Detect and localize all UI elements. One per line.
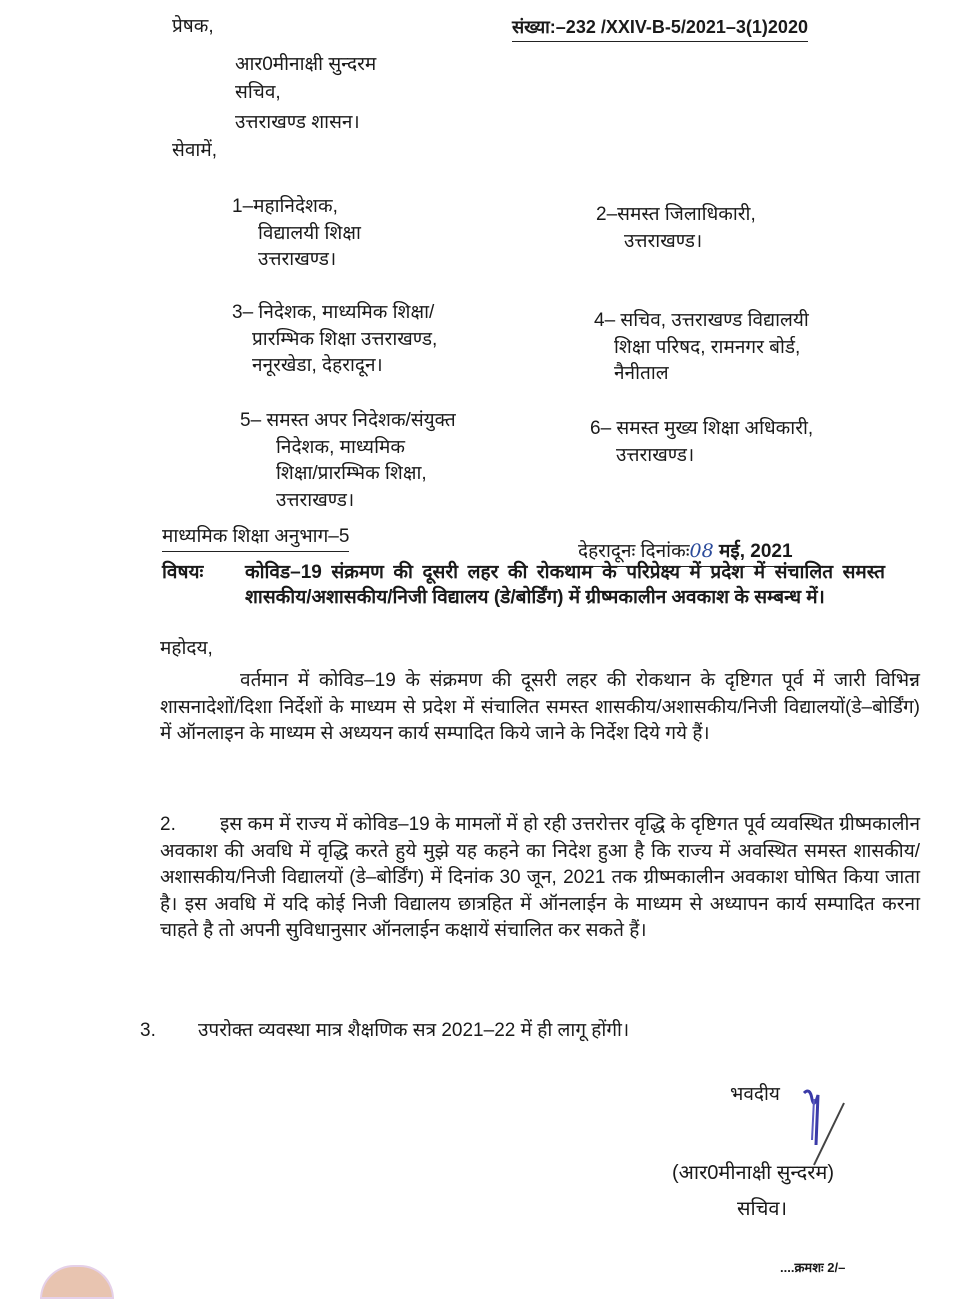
paragraph-2 xyxy=(160,812,920,945)
sender-office: उत्तराखण्ड शासन। xyxy=(235,112,360,133)
recipient-line: 4– सचिव, उत्तराखण्ड विद्यालयी xyxy=(594,310,809,331)
sender-designation: सचिव, xyxy=(235,82,281,103)
recipient-6 xyxy=(590,416,813,469)
section-name: माध्यमिक शिक्षा अनुभाग–5 xyxy=(162,524,349,552)
recipient-2 xyxy=(596,202,756,255)
recipient-line: ननूरखेडा, देहरादून। xyxy=(252,355,383,376)
recipient-line: उत्तराखण्ड। xyxy=(616,444,695,466)
avatar-fragment xyxy=(40,1265,114,1299)
recipient-line: 2–समस्त जिलाधिकारी, xyxy=(596,204,756,225)
valediction: भवदीय xyxy=(730,1084,780,1105)
paragraph-number: 2. xyxy=(160,814,176,835)
recipient-3 xyxy=(232,300,437,380)
paragraph-text: इस कम में राज्य में कोविड–19 के मामलों में हो रही उत्तरोत्तर वृद्धि के दृष्टिगत पूर्व व्यवस्थित ग्रीष्मकालीन अवकाश की अवधि में वृद्धि करते हुये मुझे यह कहने का निदेश हुआ है कि राज्य में अवस्थित समस्त शासकीय/अशासकीय/निजी विद्यालयों (डे–बोर्डिंग) में दिनांक 30 जून, 2021 तक ग्रीष्मकालीन अवकाश घोषित किया जाता है। इस अवधि में यदि कोई निजी विद्यालय छात्रहित में ऑनलाईन के माध्यम से अध्यापन कार्य सम्पादित करना चाहते है तो अपनी सुविधानुसार ऑनलाईन कक्षायें संचालित कर सकते हैं। xyxy=(160,814,920,941)
paragraph-text: वर्तमान में कोविड–19 के संक्रमण की दूसरी लहर की रोकथान के दृष्टिगत पूर्व में जारी विभिन्न शासनादेशों/दिशा निर्देशों के माध्यम से प्रदेश में संचालित समस्त शासकीय/अशासकीय/निजी विद्यालयों(डे–बोर्डिंग) में ऑनलाइन के माध्यम से अध्ययन कार्य सम्पादित किये जाने के निर्देश दिये गये हैं। xyxy=(160,670,920,744)
reference-number: संख्या:–232 /XXIV-B-5/2021–3(1)2020 xyxy=(512,14,808,42)
recipient-4 xyxy=(594,308,809,388)
recipient-line: प्रारम्भिक शिक्षा उत्तराखण्ड, xyxy=(252,328,438,350)
recipient-line: उत्तराखण्ड। xyxy=(258,249,337,270)
recipient-5 xyxy=(240,408,456,514)
sender-name: आर0मीनाक्षी सुन्दरम xyxy=(235,54,377,75)
paragraph-3 xyxy=(140,1018,900,1045)
subject-label: विषयः xyxy=(162,562,204,583)
date-prefix: देहरादूनः दिनांकः xyxy=(578,541,690,562)
recipient-line: शिक्षा/प्रारम्भिक शिक्षा, xyxy=(276,463,427,484)
signatory-designation: सचिव। xyxy=(737,1198,788,1220)
sender-label: प्रेषक, xyxy=(172,16,214,37)
continuation-note: ....क्रमशः 2/– xyxy=(780,1260,846,1275)
recipient-line: 6– समस्त मुख्य शिक्षा अधिकारी, xyxy=(590,418,814,439)
paragraph-number: 3. xyxy=(140,1020,156,1041)
recipient-line: निदेशक, माध्यमिक xyxy=(276,436,405,458)
salutation: महोदय, xyxy=(160,638,213,659)
recipient-line: 1–महानिदेशक, xyxy=(232,196,338,217)
recipient-line: उत्तराखण्ड। xyxy=(276,489,355,511)
recipients-label: सेवामें, xyxy=(172,140,217,161)
recipient-1 xyxy=(232,194,361,274)
recipient-line: शिक्षा परिषद, रामनगर बोर्ड, xyxy=(614,336,801,358)
paragraph-1 xyxy=(160,668,920,748)
paragraph-text: उपरोक्त व्यवस्था मात्र शैक्षणिक सत्र 2021–22 में ही लागू होंगी। xyxy=(198,1020,630,1041)
date-day-handwritten: 08 xyxy=(689,540,714,562)
date-suffix: मई, 2021 xyxy=(719,541,793,562)
recipient-line: 3– निदेशक, माध्यमिक शिक्षा/ xyxy=(232,302,435,323)
recipient-line: 5– समस्त अपर निदेशक/संयुक्त xyxy=(240,410,456,431)
recipient-line: उत्तराखण्ड। xyxy=(624,230,703,252)
recipient-line: नैनीताल xyxy=(614,363,669,384)
subject-text: कोविड–19 संक्रमण की दूसरी लहर की रोकथाम के परिप्रेक्ष्य में प्रदेश में संचालित समस्त शासकीय/अशासकीय/निजी विद्यालय (डे/बोर्डिंग) में ग्रीष्मकालीन अवकाश के सम्बन्ध में। xyxy=(245,562,885,608)
recipient-line: विद्यालयी शिक्षा xyxy=(258,222,361,244)
signatory-name: (आर0मीनाक्षी सुन्दरम) xyxy=(672,1162,835,1184)
